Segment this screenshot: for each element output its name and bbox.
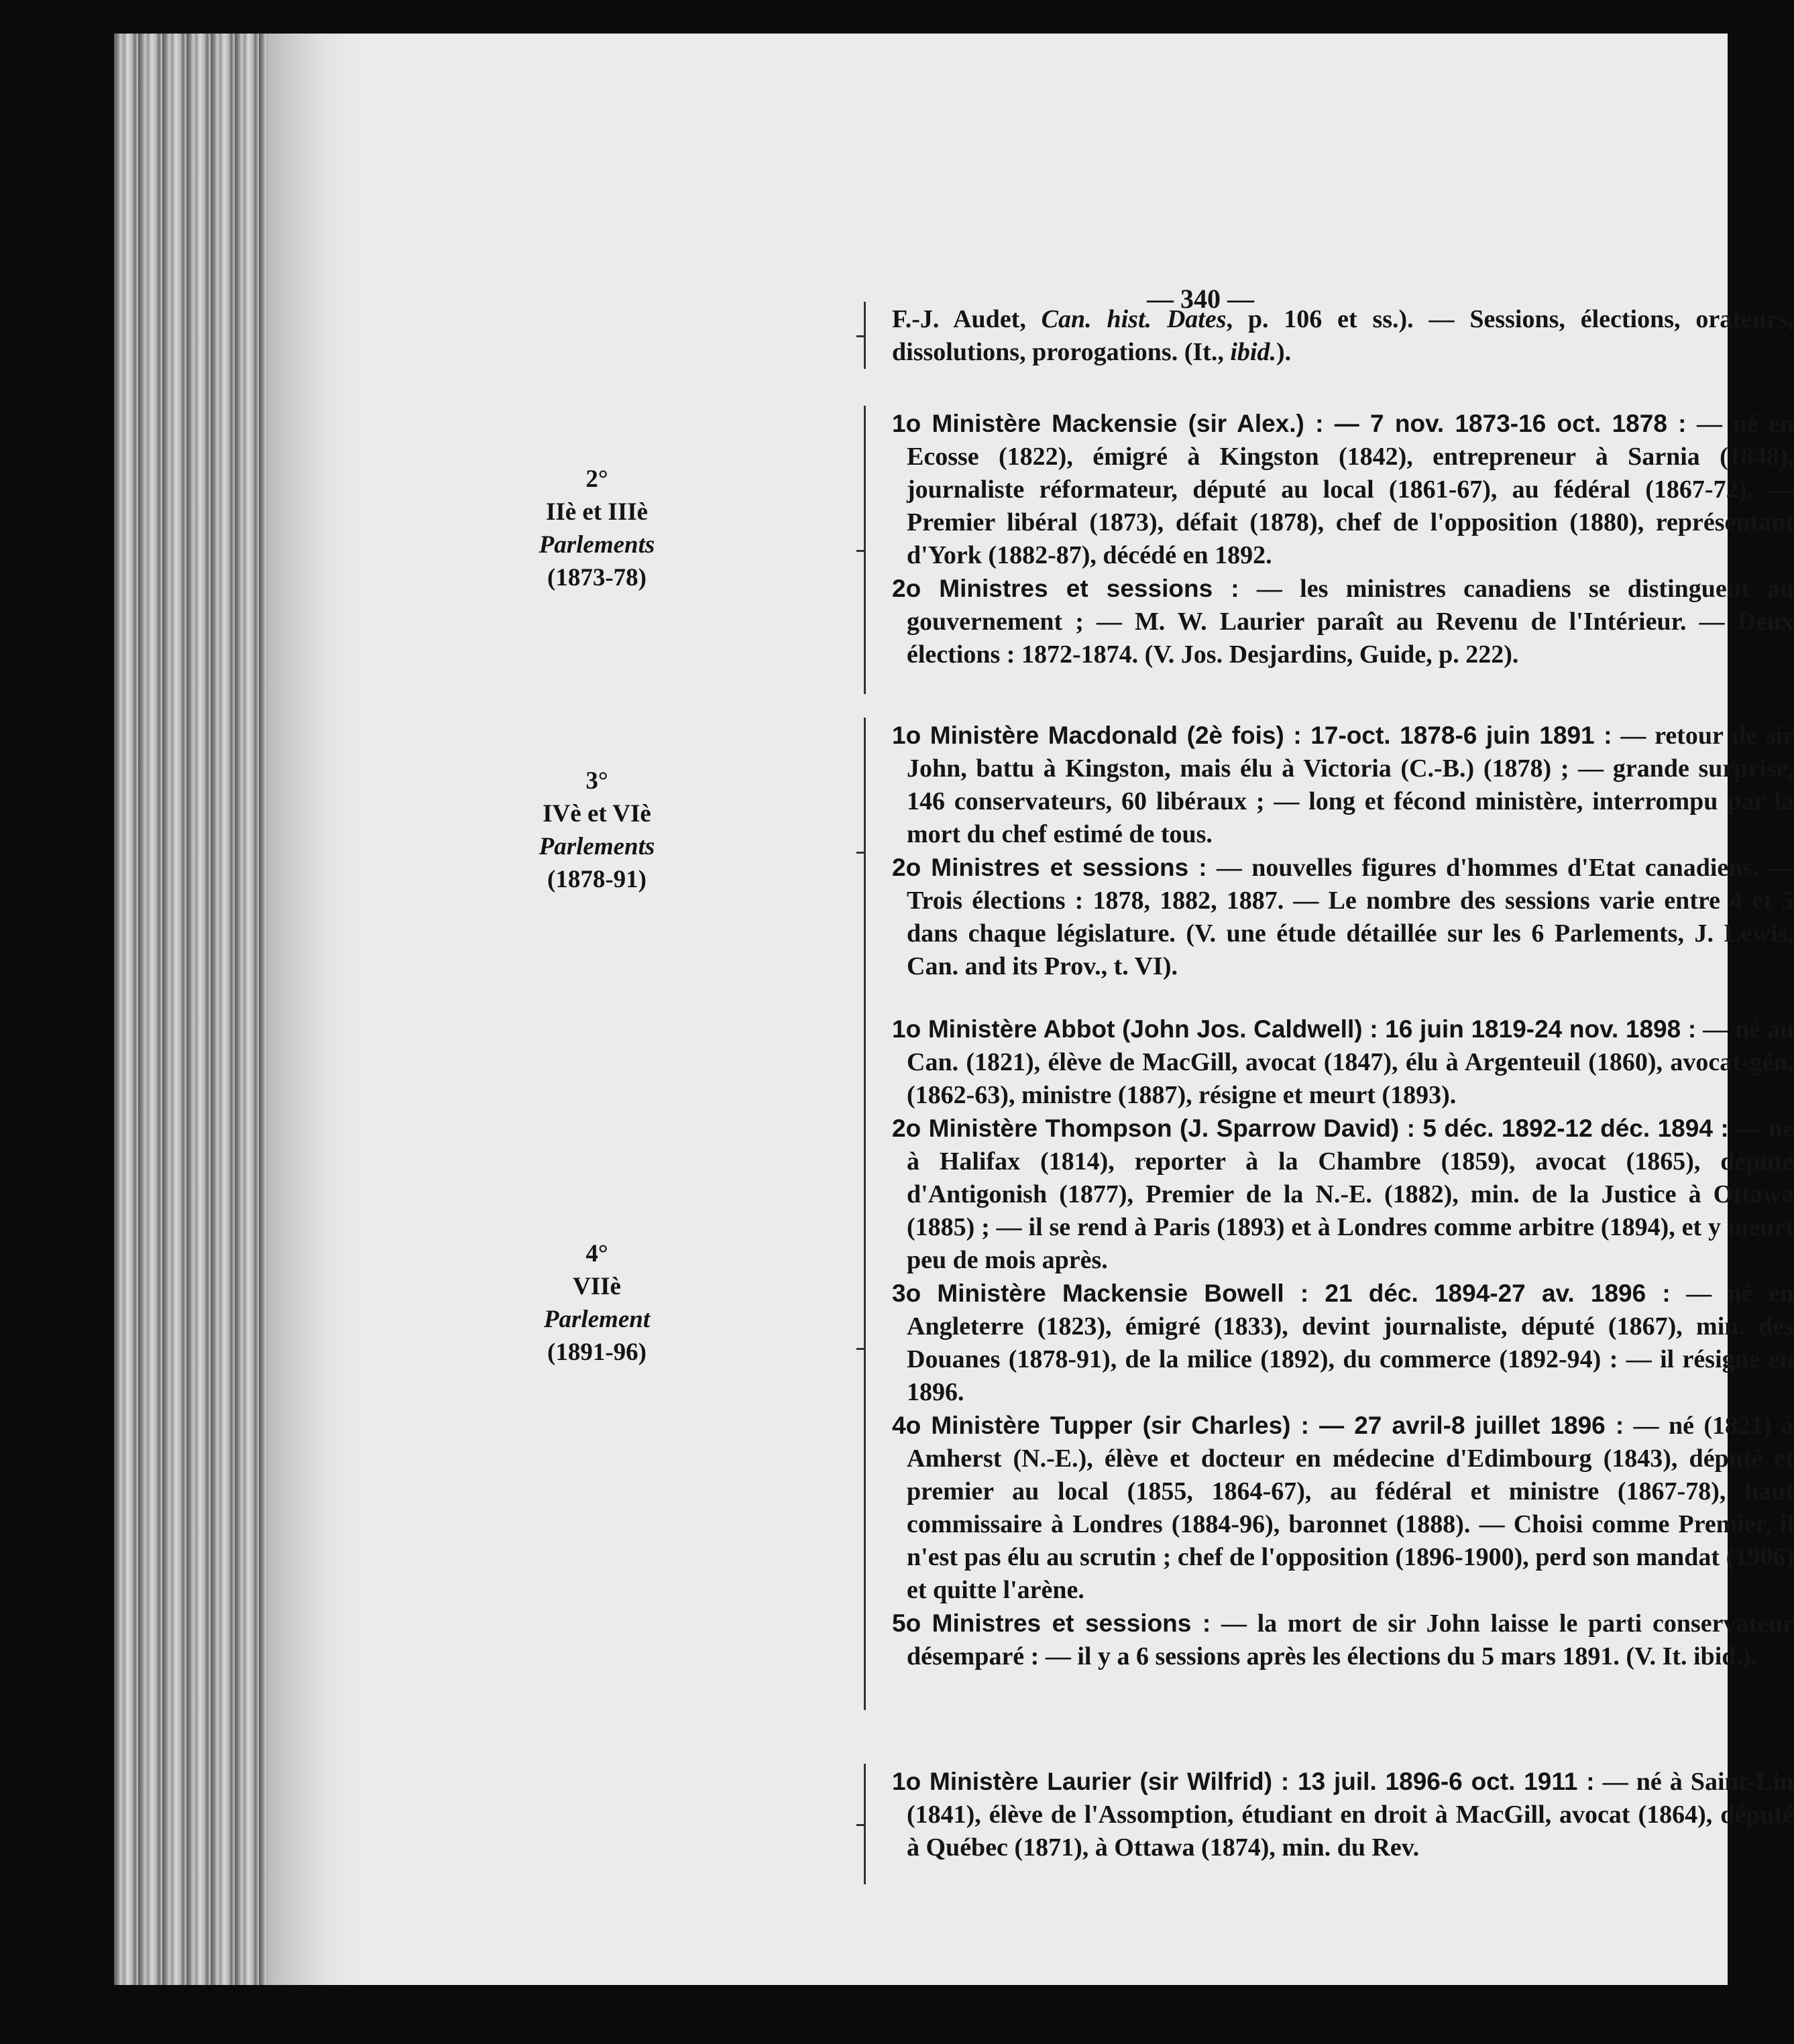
intro-rest: , p. 106 et ss.). — Sessions, élections, orateurs, dissolutions, prorogations. (It., [892, 305, 1794, 366]
entry-heading: 3o Ministère Mackensie Bowell : 21 déc. 1894-27 av. 1896 : [892, 1280, 1671, 1307]
entry [892, 1607, 1794, 1673]
entry [892, 572, 1794, 671]
margin-label-4 [503, 1237, 691, 1369]
entry [892, 719, 1794, 851]
page-number: — 340 — [1147, 284, 1254, 314]
entry-heading: 1o Ministère Abbot (John Jos. Caldwell) : 16 juin 1819-24 nov. 1898 : [892, 1015, 1697, 1043]
brace-intro [864, 302, 882, 369]
margin-word: Parlements [539, 531, 655, 559]
section-4-text [892, 1013, 1794, 1673]
entry-heading: 2o Ministres et sessions : [892, 854, 1207, 881]
entry [892, 1277, 1794, 1409]
entry [892, 407, 1794, 572]
margin-label-2 [503, 463, 691, 594]
margin-parliaments: IIè et IIIè [545, 498, 649, 526]
margin-number: 2° [585, 465, 608, 493]
entry [892, 1409, 1794, 1607]
book-spine [114, 34, 268, 1985]
margin-years: (1891-96) [547, 1339, 647, 1366]
margin-parliaments: IVè et VIè [543, 800, 651, 828]
entry-body: — nouvelles figures d'hommes d'Etat canadiens. — Trois élections : 1878, 1882, 1887. — Le nombre des sessions varie entre 4 et 5 dans chaque législature. (V. une étude détaillée sur les 6 Parlements, J. Lewis, Can. and its Prov., t. VI). [907, 854, 1794, 980]
entry-heading: 2o Ministres et sessions : [892, 575, 1239, 602]
entry-body: — né en Ecosse (1822), émigré à Kingston (1842), entrepreneur à Sarnia (1848), journaliste réformateur, député au local (1861-67), au fédéral (1867-72). — Premier libéral (1873), défait (1878), chef de l'opposition (1880), représentant d'York (1882-87), décédé en 1892. [907, 410, 1794, 569]
entry [892, 1765, 1794, 1864]
brace-section-2 [864, 406, 882, 694]
margin-parliaments: VIIè [573, 1273, 621, 1300]
entry-body: — né à Halifax (1814), reporter à la Chambre (1859), avocat (1865), député d'Antigonish (1877), Premier de la N.-E. (1882), min. de la Justice à Ottawa (1885) ; — il se rend à Paris (1893) et à Londres comme arbitre (1894), et y meurt peu de mois après. [907, 1115, 1794, 1274]
margin-years: (1878-91) [547, 866, 647, 893]
intro-work: Can. hist. Dates [1041, 305, 1227, 333]
entry-body: — né à Saint-Lin (1841), élève de l'Assomption, étudiant en droit à MacGill, avocat (1864), député à Québec (1871), à Ottawa (1874), min. du Rev. [907, 1768, 1794, 1862]
entry-body: — la mort de sir John laisse le parti conservateur désemparé : — il y a 6 sessions après les élections du 5 mars 1891. (V. It. ibid.). [907, 1609, 1794, 1670]
intro-tail: ). [1276, 338, 1292, 366]
entry-heading: 1o Ministère Macdonald (2è fois) : 17-oct. 1878-6 juin 1891 : [892, 722, 1612, 749]
margin-word: Parlements [539, 833, 655, 860]
margin-number: 4° [585, 1240, 608, 1267]
entry-body: — retour de sir John, battu à Kingston, mais élu à Victoria (C.-B.) (1878) ; — grande surprise, 146 conservateurs, 60 libéraux ; — long et fécond ministère, interrompu par la mort du chef estimé de tous. [907, 722, 1794, 848]
brace-section-5 [864, 1764, 882, 1884]
entry [892, 1013, 1794, 1112]
brace-section-4 [864, 986, 882, 1710]
margin-label-3 [503, 764, 691, 896]
entry-body: — né en Angleterre (1823), émigré (1833), devint journaliste, député (1867), min. des Douanes (1878-91), de la milice (1892), du commerce (1892-94) : — il résigne en 1896. [907, 1280, 1794, 1406]
entry-heading: 1o Ministère Mackensie (sir Alex.) : — 7 nov. 1873-16 oct. 1878 : [892, 410, 1687, 437]
intro-reference [892, 303, 1794, 369]
section-2-text [892, 407, 1794, 671]
section-5-text [892, 1765, 1794, 1864]
entry [892, 851, 1794, 983]
entry-body: — né (1821) à Amherst (N.-E.), élève et docteur en médecine d'Edimbourg (1843), député et premier au local (1855, 1864-67), au fédéral et ministre (1867-78), haut commissaire à Londres (1884-96), baronnet (1888). — Choisi comme Premier, il n'est pas élu au scrutin ; chef de l'opposition (1896-1900), perd son mandat (1906) et quitte l'arène. [907, 1412, 1794, 1604]
margin-years: (1873-78) [547, 564, 647, 591]
entry-heading: 5o Ministres et sessions : [892, 1609, 1211, 1637]
intro-author: F.-J. Audet, [892, 305, 1042, 333]
entry-heading: 2o Ministère Thompson (J. Sparrow David) : 5 déc. 1892-12 déc. 1894 : [892, 1115, 1729, 1142]
entry-heading: 1o Ministère Laurier (sir Wilfrid) : 13 juil. 1896-6 oct. 1911 : [892, 1768, 1595, 1795]
gutter-shadow [268, 34, 362, 1985]
entry [892, 1112, 1794, 1277]
intro-ibid: ibid. [1230, 338, 1276, 366]
entry-heading: 4o Ministère Tupper (sir Charles) : — 27 avril-8 juillet 1896 : [892, 1412, 1624, 1439]
book-page [114, 34, 1794, 1985]
margin-number: 3° [585, 767, 608, 795]
brace-section-3 [864, 718, 882, 986]
entry-body: — les ministres canadiens se distinguent au gouvernement ; — M. W. Laurier paraît au Revenu de l'Intérieur. — Deux élections : 1872-1874. (V. Jos. Desjardins, Guide, p. 222). [907, 575, 1794, 669]
entry-body: — né au Can. (1821), élève de MacGill, avocat (1847), élu à Argenteuil (1860), avocat-gén. (1862-63), ministre (1887), résigne et meurt (1893). [907, 1015, 1794, 1109]
section-3-text [892, 719, 1794, 983]
margin-word: Parlement [543, 1306, 651, 1333]
